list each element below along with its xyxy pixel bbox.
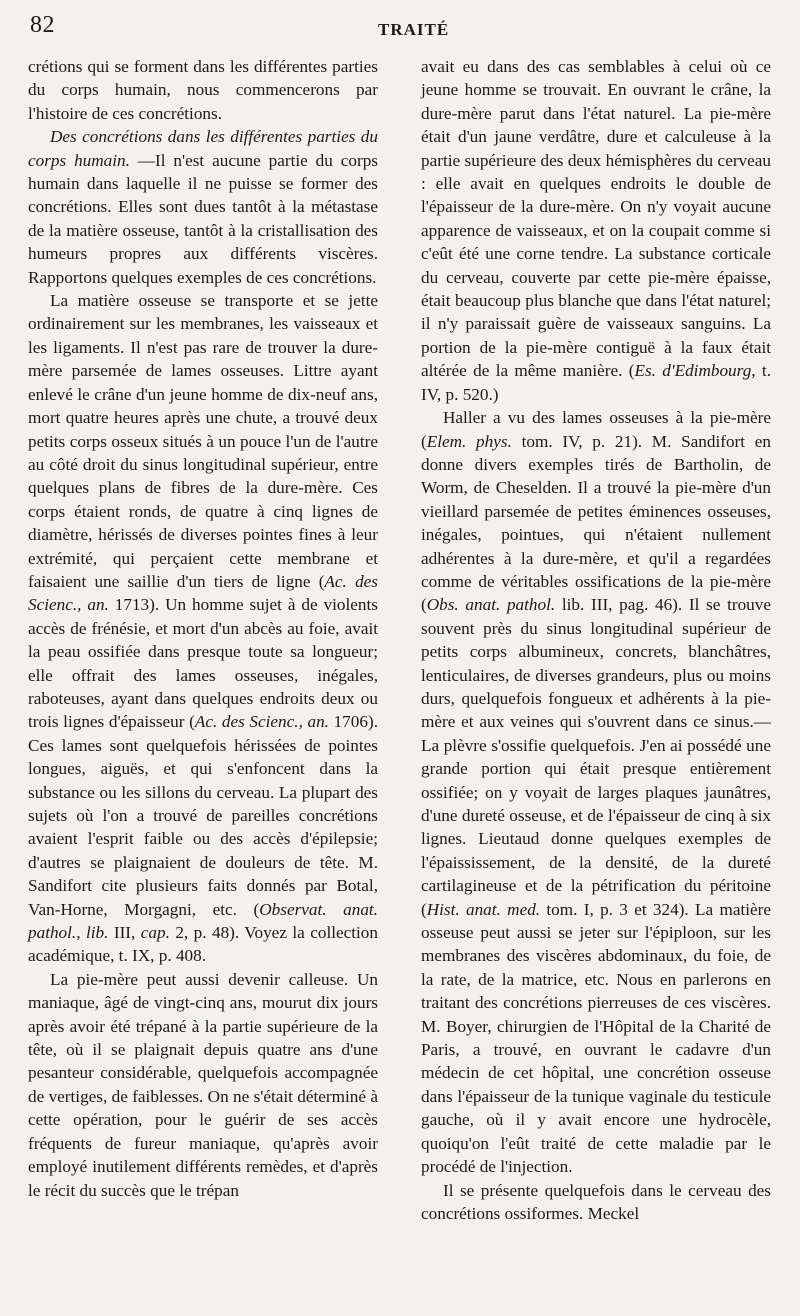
section-title: Des concrétions dans les différentes parties du corps humain. bbox=[28, 127, 378, 170]
text-run: crétions qui se forment dans les différentes parties du corps humain, nous commencerons par l'histoire de ces concrétions. bbox=[28, 57, 378, 123]
text-run: Haller a vu des lames osseuses à la pie-mère ( bbox=[421, 408, 771, 451]
citation: Elem. phys. bbox=[426, 431, 512, 451]
text-run: , t. IV, p. 520.) bbox=[421, 361, 772, 404]
text-run: avait eu dans des cas semblables à celui où ce jeune homme se trouvait. En ouvrant le crâne, la dure-mère parut dans l'état naturel. La pie-mère était d'un jaune verdâtre, dure et calculeuse à la partie supérieure des deux hémisphères du cerveau : elle avait en quelques endroits le double de l'épaisseur de la dure-mère. On n'y voyait aucune apparence de vaisseaux, et on la coupait comme si c'eût été une corne tendre. La substance corticale du cerveau, couverte par cette pie-mère épaisse, était beaucoup plus blanche que dans l'état naturel; il n'y paraissait guère de vaisseaux sanguins. La portion de la pie-mère contiguë à la faux était altérée de la même manière. ( bbox=[421, 57, 771, 381]
text-run: 2, p. 48). Voyez la collection académique, t. IX, p. 408. bbox=[28, 923, 378, 966]
paragraph bbox=[421, 1179, 771, 1226]
citation: Observat. anat. pathol., lib. bbox=[28, 899, 378, 943]
text-run: tom. IV, p. 21). M. Sandifort en donne divers exemples tirés de Bartholin, de Worm, de Cheselden. Il a trouvé la pie-mère d'un vieillard parsemée de petites éminences osseuses, inégales, pointues, qui n'étaient nullement adhérentes à la dure-mère, et qu'il a regardées comme de véritables ossifications de la pie-mère ( bbox=[421, 431, 771, 615]
left-column bbox=[28, 55, 378, 1202]
text-run: III, bbox=[108, 923, 141, 943]
citation: Obs. anat. pathol. bbox=[426, 595, 556, 615]
citation: Hist. anat. med. bbox=[426, 899, 541, 919]
text-run: 1713). Un homme sujet à de violents accès de frénésie, et mort d'un abcès au foie, avait la peau ossifiée dans presque toute sa longueur; elle offrait des lames osseuses, inégales, raboteuses, ayant dans quelques endroits deux ou trois lignes d'épaisseur ( bbox=[28, 595, 378, 732]
paragraph bbox=[28, 289, 378, 968]
text-run: Il se présente quelquefois dans le cerveau des concrétions ossiformes. Meckel bbox=[421, 1180, 771, 1223]
running-head: TRAITÉ bbox=[378, 20, 450, 39]
text-run: —Il n'est aucune partie du corps humain dans laquelle il ne puisse se former des concrétions. Elles sont dues tantôt à la métastase de la matière osseuse, tantôt à la cristallisation des humeurs propres aux différents viscères. Rapportons quelques exemples de ces concrétions. bbox=[28, 150, 378, 287]
paragraph bbox=[421, 55, 771, 406]
citation: Es. d'Edimbourg bbox=[634, 361, 752, 381]
citation: Ac. des Scienc., an. bbox=[28, 571, 378, 615]
paragraph bbox=[28, 125, 378, 289]
text-run: La pie-mère peut aussi devenir calleuse. Un maniaque, âgé de vingt-cinq ans, mourut dix jours après avoir été trépané à la partie supérieure de la tête, où il se plaignait depuis quatre ans d'une pesanteur considérable, quelquefois accompagnée de vertiges, de faiblesses. On ne s'était déterminé à cette opération, pour le guérir de ses accès fréquents de fureur maniaque, qu'après avoir employé inutilement différents remèdes, et d'après le récit du succès que le trépan bbox=[28, 969, 378, 1200]
paragraph bbox=[421, 406, 771, 1178]
text-run: 1706). Ces lames sont quelquefois hérissées de pointes longues, aiguës, et qui s'enfoncent dans la substance ou les sillons du cerveau. La plupart des sujets où l'on a trouvé de pareilles concrétions avaient l'esprit faible ou des accès d'épilepsie; d'autres se plaignaient de douleurs de tête. M. Sandifort cite plusieurs faits donnés par Botal, Van-Horne, Morgagni, etc. ( bbox=[28, 712, 378, 919]
citation: cap. bbox=[140, 923, 170, 943]
citation: Ac. des Scienc., an. bbox=[194, 712, 329, 732]
text-run: La matière osseuse se transporte et se jette ordinairement sur les membranes, les vaisseaux et les ligaments. Il n'est pas rare de trouver la dure-mère parsemée de lames osseuses. Littre ayant enlevé le crâne d'un jeune homme de dix-neuf ans, mort quatre heures après une chute, a trouvé deux petits corps osseux situés à un pouce l'un de l'autre au côté droit du sinus longitudinal supérieur, entre quelques plans de fibres de la dure-mère. Ces corps étaient ronds, de quatre à cinq lignes de diamètre, hérissés de diverses pointes fines à leur extrémité, qui perçaient cette membrane et faisaient une saillie d'un tiers de ligne ( bbox=[28, 291, 378, 591]
text-run: lib. III, pag. 46). Il se trouve souvent près du sinus longitudinal supérieur de petits corps albumineux, concrets, blanchâtres, lenticulaires, de diverses grandeurs, plus ou moins durs, quelquefois fongueux et adhérents à la pie-mère et aux veines qui s'ouvrent dans ce sinus.—La plèvre s'ossifie quelquefois. J'en ai possédé une grande portion qui était presque entièrement ossifiée; on y voyait de larges plaques jaunâtres, d'une dureté osseuse, et de l'épaisseur de cinq à six lignes. Lieutaud donne quelques exemples de l'épaississement, de la densité, de la dureté cartilagineuse et de la pétrification du péritoine ( bbox=[421, 595, 771, 919]
paragraph bbox=[28, 968, 378, 1202]
paragraph bbox=[28, 55, 378, 125]
right-column bbox=[421, 55, 771, 1225]
text-run: tom. I, p. 3 et 324). La matière osseuse peut aussi se jeter sur l'épiploon, sur les membranes des viscères abdominaux, du foie, de la rate, de la matrice, etc. Nous en parlerons en traitant des concrétions pierreuses de ces viscères. M. Boyer, chirurgien de l'Hôpital de la Charité de Paris, a trouvé, en ouvrant le cadavre d'un médecin de cet hôpital, une concrétion osseuse dans l'épaisseur de la tunique vaginale du testicule gauche, où il y avait encore une hydrocèle, quoiqu'on l'eût traité de cette maladie par le procédé de l'injection. bbox=[421, 899, 771, 1177]
page-number: 82 bbox=[30, 12, 55, 38]
